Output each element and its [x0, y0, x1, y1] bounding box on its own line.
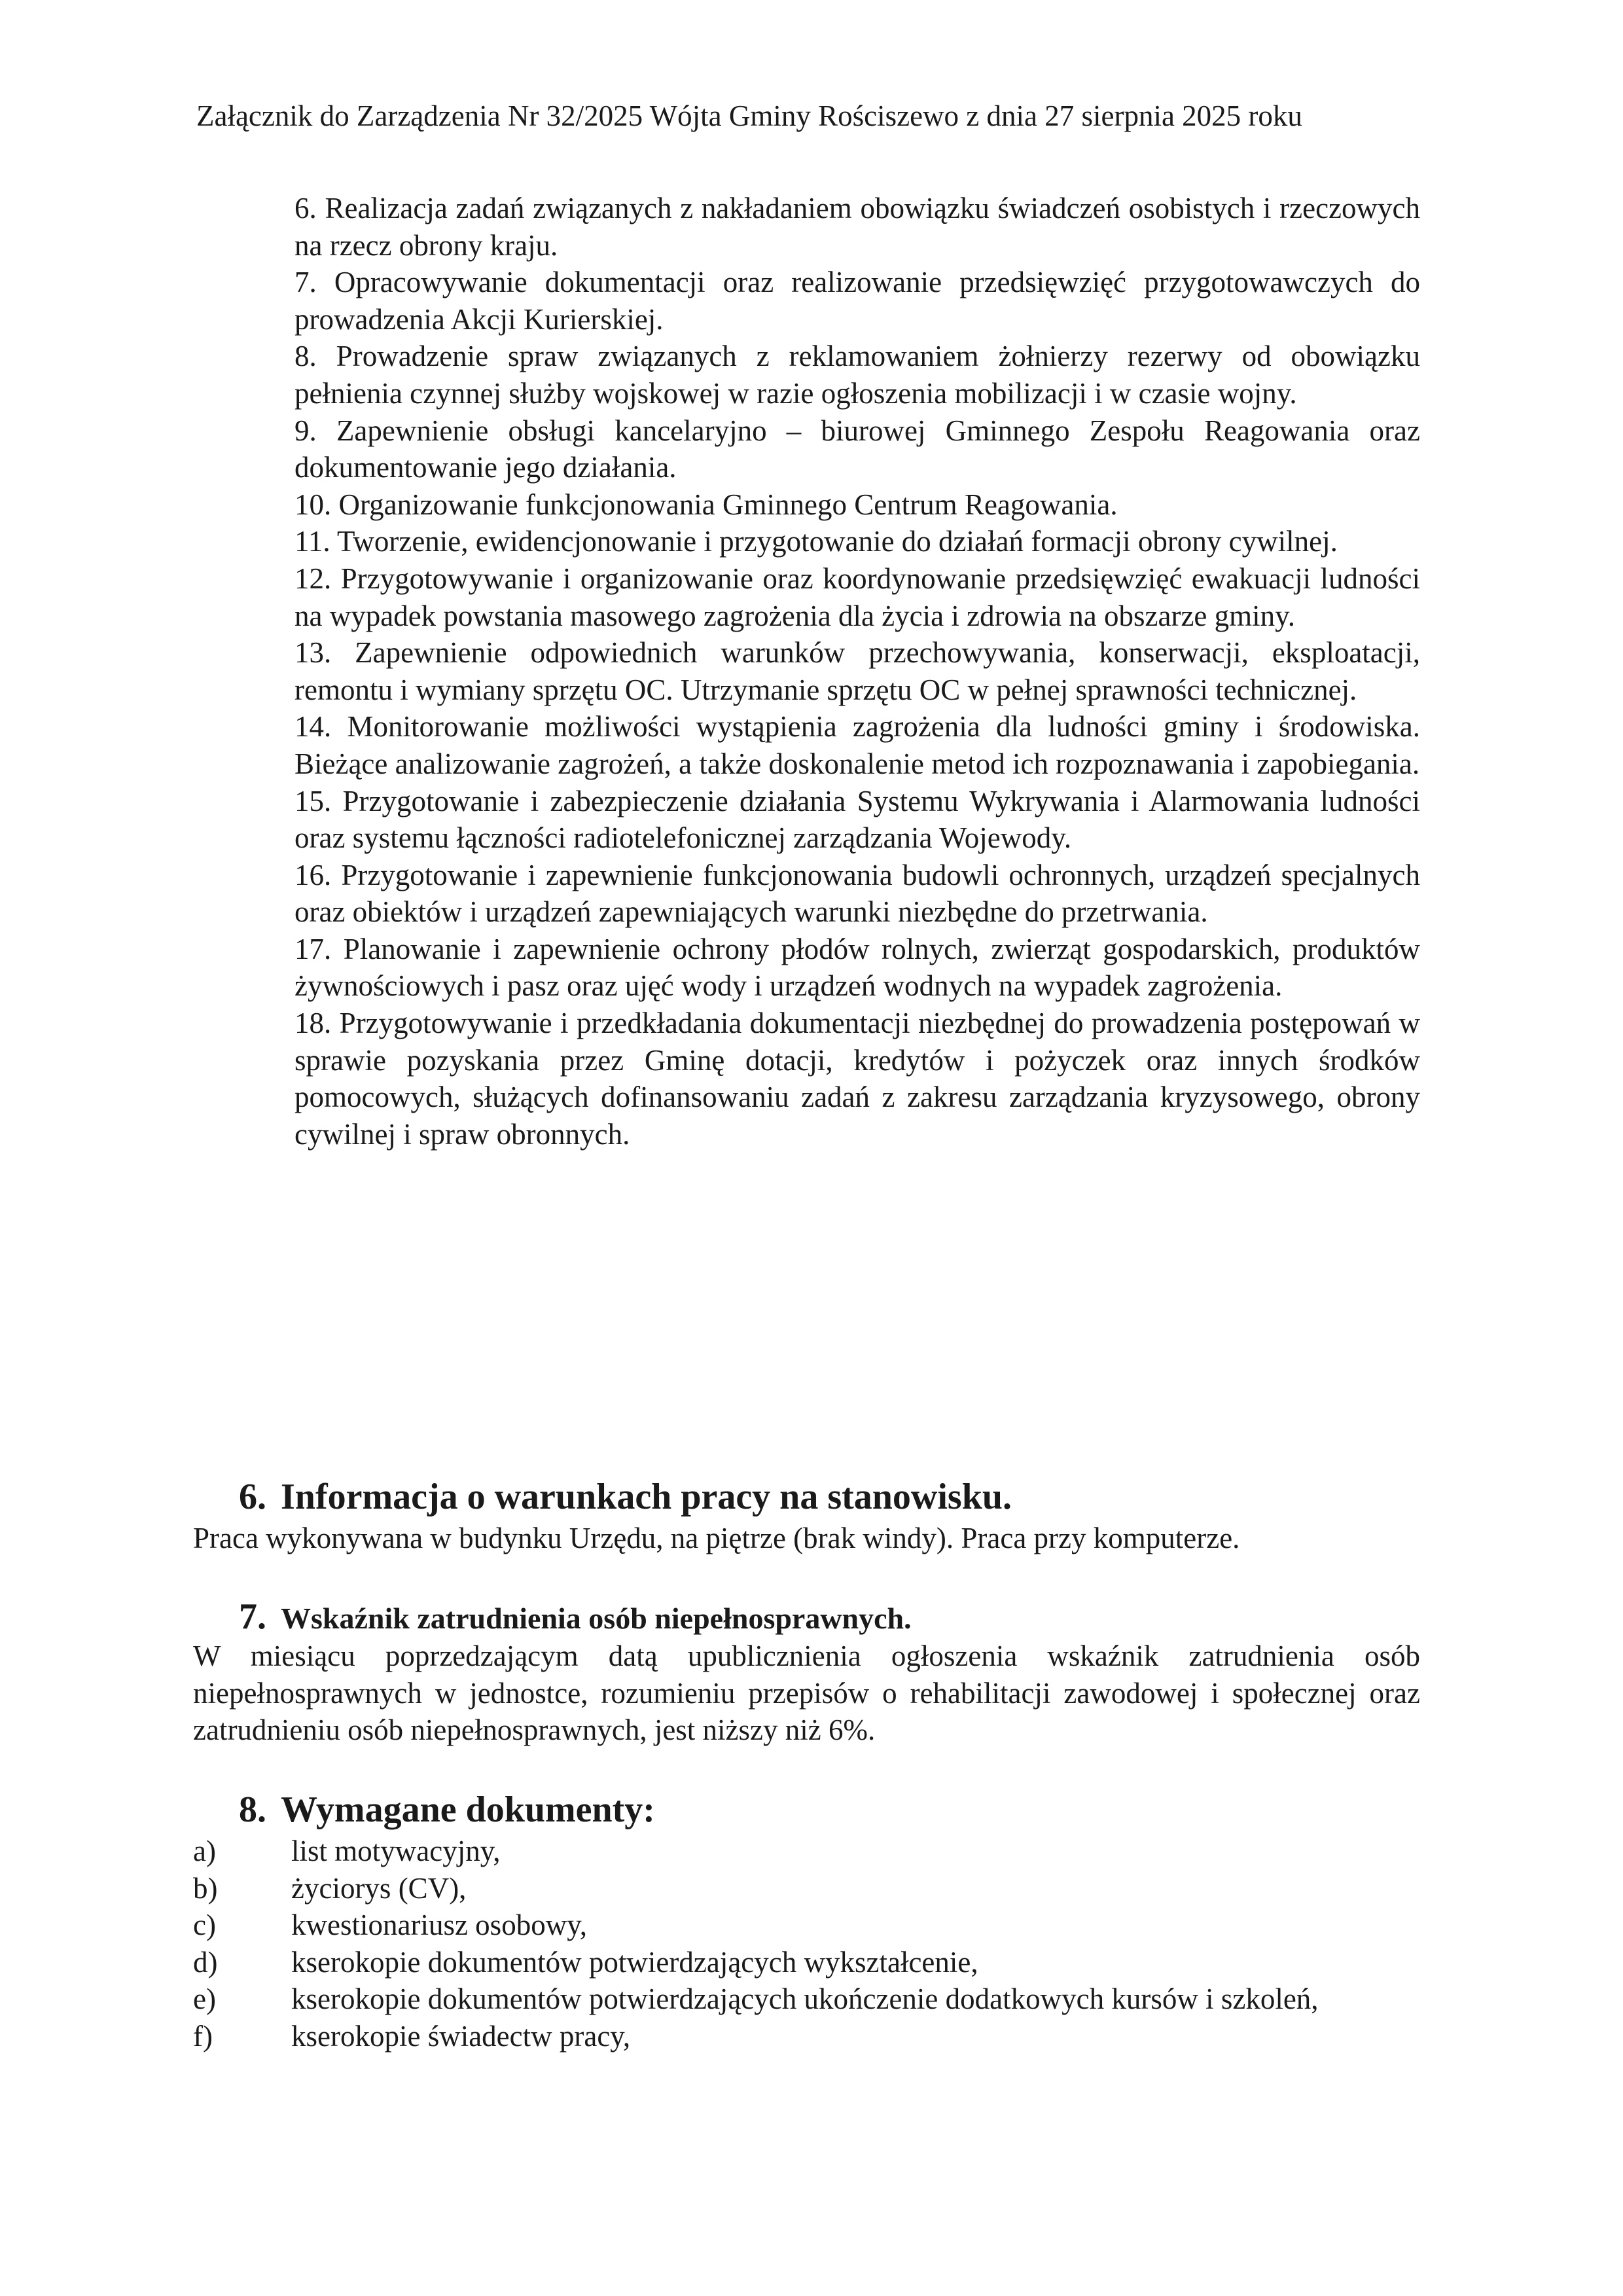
document-text: życiorys (CV), — [291, 1871, 467, 1905]
section-8-heading — [239, 1787, 655, 1833]
document-text: kserokopie świadectw pracy, — [291, 2019, 631, 2053]
section-7-heading — [239, 1594, 912, 1641]
section-8-title: Wymagane dokumenty: — [281, 1789, 655, 1830]
duty-item-6: 6. Realizacja zadań związanych z nakładaniem obowiązku świadczeń osobistych i rzeczowych na rzecz obrony kraju. — [294, 192, 1420, 262]
document-text: list motywacyjny, — [291, 1835, 501, 1867]
section-6-body: Praca wykonywana w budynku Urzędu, na piętrze (brak windy). Praca przy komputerze. — [193, 1522, 1240, 1554]
duty-item-7: 7. Opracowywanie dokumentacji oraz realizowanie przedsięwzięć przygotowawczych do prowadzenia Akcji Kurierskiej. — [294, 266, 1420, 336]
section-6-title: Informacja o warunkach pracy na stanowisku. — [281, 1477, 1012, 1517]
section-7-title: Wskaźnik zatrudnienia osób niepełnosprawnych. — [281, 1602, 912, 1635]
document-text: kserokopie dokumentów potwierdzających wykształcenie, — [291, 1945, 978, 1979]
duty-item-9: 9. Zapewnienie obsługi kancelaryjno – biurowej Gminnego Zespołu Reagowania oraz dokumentowanie jego działania. — [294, 414, 1420, 484]
page-header: Załącznik do Zarządzenia Nr 32/2025 Wójta Gminy Rościszewo z dnia 27 sierpnia 2025 roku — [196, 99, 1302, 132]
document-letter: a) — [193, 1835, 216, 1867]
document-item-a — [193, 1833, 1420, 1870]
document-letter: f) — [193, 2019, 213, 2053]
section-7-body: W miesiącu poprzedzającym datą upublicznienia ogłoszenia wskaźnik zatrudnienia osób niepełnosprawnych w jednostce, rozumieniu przepisów o rehabilitacji zawodowej i społecznej oraz zatrudnieniu osób niepełnosprawnych, jest niższy niż 6%. — [193, 1640, 1420, 1747]
duty-item-15: 15. Przygotowanie i zabezpieczenie działania Systemu Wykrywania i Alarmowania ludności oraz systemu łączności radiotelefonicznej zarządzania Wojewody. — [294, 784, 1420, 855]
document-text: kserokopie dokumentów potwierdzających ukończenie dodatkowych kursów i szkoleń, — [291, 1982, 1319, 2016]
section-6-heading — [239, 1474, 1012, 1520]
section-6-number: 6. — [239, 1477, 266, 1517]
duty-item-8: 8. Prowadzenie spraw związanych z reklamowaniem żołnierzy rezerwy od obowiązku pełnienia czynnej służby wojskowej w razie ogłoszenia mobilizacji i w czasie wojny. — [294, 340, 1420, 410]
required-documents-list — [193, 1833, 1420, 2055]
duty-item-18: 18. Przygotowywanie i przedkładania dokumentacji niezbędnej do prowadzenia postępowań w sprawie pozyskania przez Gminę dotacji, kredytów i pożyczek oraz innych środków pomocowych, służących dofinansowaniu zadań z zakresu zarządzania kryzysowego, obrony cywilnej i spraw obronnych. — [294, 1007, 1420, 1151]
duty-item-11: 11. Tworzenie, ewidencjonowanie i przygotowanie do działań formacji obrony cywilnej. — [294, 525, 1338, 558]
duty-item-10: 10. Organizowanie funkcjonowania Gminnego Centrum Reagowania. — [294, 488, 1118, 521]
document-item-f — [193, 2018, 1420, 2055]
duty-item-12: 12. Przygotowywanie i organizowanie oraz koordynowanie przedsięwzięć ewakuacji ludności na wypadek powstania masowego zagrożenia dla życia i zdrowia na obszarze gminy. — [294, 562, 1420, 632]
document-letter: d) — [193, 1945, 218, 1979]
document-letter: c) — [193, 1909, 216, 1942]
duty-list — [294, 190, 1420, 1153]
document-item-c — [193, 1907, 1420, 1944]
duty-item-17: 17. Planowanie i zapewnienie ochrony płodów rolnych, zwierząt gospodarskich, produktów żywnościowych i pasz oraz ujęć wody i urządzeń wodnych na wypadek zagrożenia. — [294, 932, 1420, 1003]
duty-item-13: 13. Zapewnienie odpowiednich warunków przechowywania, konserwacji, eksploatacji, remontu i wymiany sprzętu OC. Utrzymanie sprzętu OC w pełnej sprawności technicznej. — [294, 636, 1420, 706]
document-item-d — [193, 1944, 1420, 1981]
duty-item-16: 16. Przygotowanie i zapewnienie funkcjonowania budowli ochronnych, urządzeń specjalnych oraz obiektów i urządzeń zapewniających warunki niezbędne do przetrwania. — [294, 858, 1420, 929]
section-8-number: 8. — [239, 1789, 266, 1830]
document-letter: e) — [193, 1982, 216, 2016]
document-text: kwestionariusz osobowy, — [291, 1909, 588, 1942]
document-letter: b) — [193, 1871, 218, 1905]
section-7-number: 7. — [239, 1596, 266, 1637]
document-item-b — [193, 1870, 1420, 1907]
document-item-e — [193, 1981, 1420, 2018]
duty-item-14: 14. Monitorowanie możliwości wystąpienia zagrożenia dla ludności gminy i środowiska. Bieżące analizowanie zagrożeń, a także doskonalenie metod ich rozpoznawania i zapobiegania. — [294, 710, 1420, 780]
